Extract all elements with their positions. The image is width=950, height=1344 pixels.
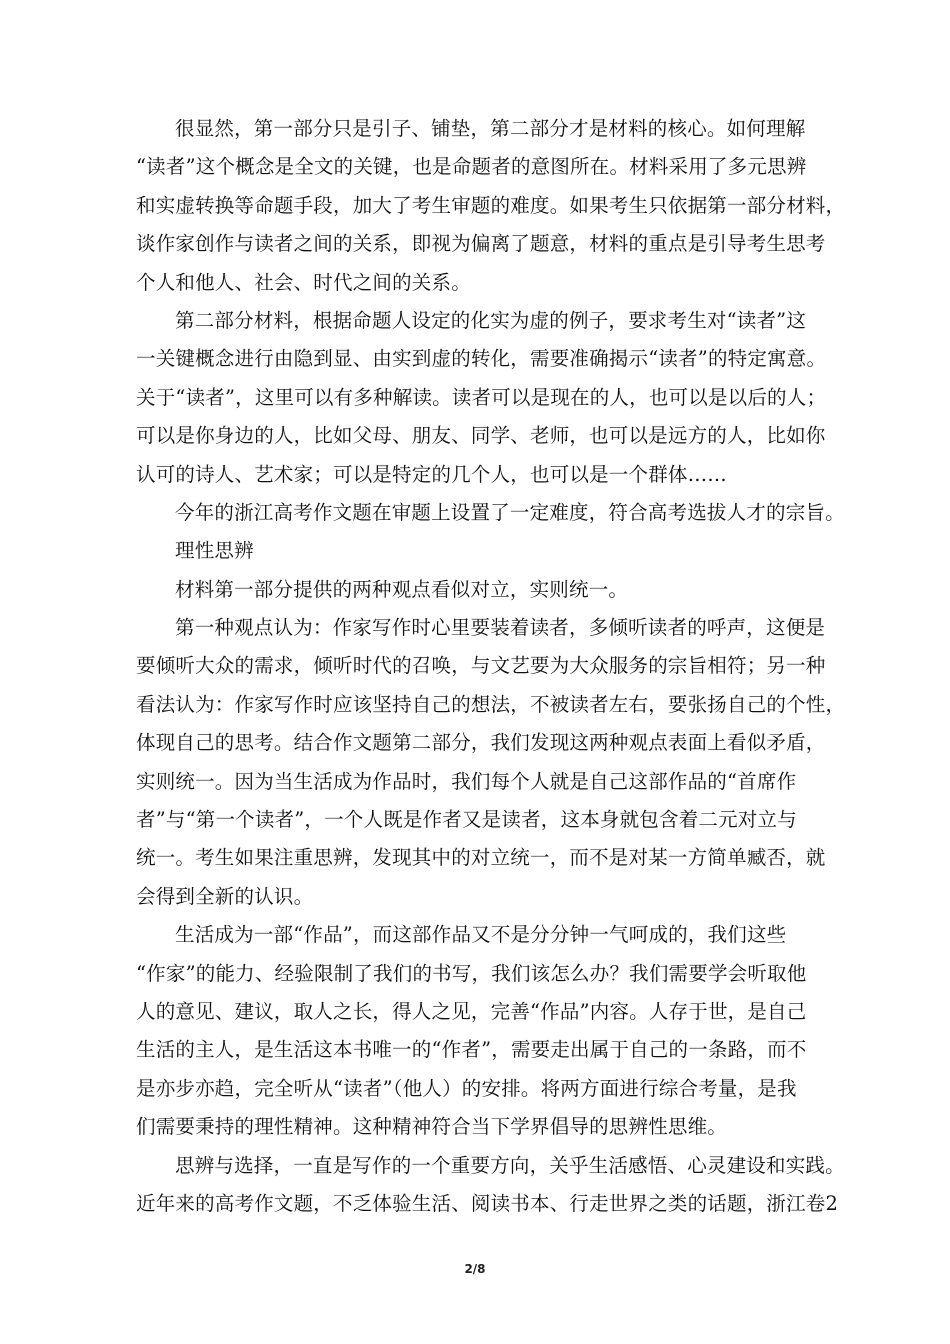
paragraph-line: 统一。考生如果注重思辨，发现其中的对立统一，而不是对某一方简单臧否，就 — [136, 846, 826, 870]
paragraph-line: 们需要秉持的理性精神。这种精神符合当下学界倡导的思辨性思维。 — [136, 1115, 728, 1139]
paragraph-line: 生活的主人，是生活这本书唯一的“作者”，需要走出属于自己的一条路，而不 — [136, 1038, 807, 1062]
paragraph-line: 今年的浙江高考作文题在审题上设置了一定难度，符合高考选拔人才的宗旨。 — [175, 500, 845, 524]
paragraph-line: 很显然，第一部分只是引子、铺垫，第二部分才是材料的核心。如何理解 — [175, 117, 806, 140]
paragraph-line: 可以是你身边的人，比如父母、朋友、同学、老师，也可以是远方的人，比如你 — [136, 424, 826, 448]
page-number: 2/8 — [464, 1262, 486, 1276]
paragraph-line: 谈作家创作与读者之间的关系，即视为偏离了题意，材料的重点是引导考生思考 — [136, 232, 826, 256]
paragraph-line: 生活成为一部“作品”，而这部作品又不是分分钟一气呵成的，我们这些 — [175, 923, 787, 947]
paragraph-line: 一关键概念进行由隐到显、由实到虚的转化，需要准确揭示“读者”的特定寓意。 — [136, 347, 827, 371]
paragraph-line: 会得到全新的认识。 — [136, 884, 314, 908]
paragraph-line: 实则统一。因为当生活成为作品时，我们每个人就是自己这部作品的“首席作 — [136, 769, 797, 793]
paragraph-line: 第一种观点认为：作家写作时心里要装着读者，多倾听读者的呼声，这便是 — [175, 616, 826, 640]
paragraph-line: 材料第一部分提供的两种观点看似对立，实则统一。 — [175, 577, 629, 601]
document-body — [136, 110, 846, 1223]
paragraph-line: 个人和他人、社会、时代之间的关系。 — [136, 270, 471, 294]
section-heading: 理性思辨 — [175, 539, 254, 563]
paragraph-line: 人的意见、建议，取人之长，得人之见，完善“作品”内容。人存于世，是自己 — [136, 999, 807, 1023]
paragraph-line: 是亦步亦趋，完全听从“读者”（他人）的安排。将两方面进行综合考量，是我 — [136, 1076, 797, 1100]
paragraph-line: 看法认为：作家写作时应该坚持自己的想法，不被读者左右，要张扬自己的个性， — [136, 692, 846, 716]
paragraph-line: 要倾听大众的需求，倾听时代的召唤，与文艺要为大众服务的宗旨相符；另一种 — [136, 654, 826, 678]
paragraph-line: “作家”的能力、经验限制了我们的书写，我们该怎么办？我们需要学会听取他 — [136, 961, 807, 985]
paragraph-line: 思辨与选择，一直是写作的一个重要方向，关乎生活感悟、心灵建设和实践。 — [175, 1153, 845, 1177]
paragraph-line: 体现自己的思考。结合作文题第二部分，我们发现这两种观点表面上看似矛盾， — [136, 731, 826, 755]
paragraph-line: 认可的诗人、艺术家；可以是特定的几个人，也可以是一个群体…… — [136, 462, 728, 486]
paragraph-line: 第二部分材料，根据命题人设定的化实为虚的例子，要求考生对“读者”这 — [175, 308, 807, 332]
paragraph-line: “读者”这个概念是全文的关键，也是命题者的意图所在。材料采用了多元思辨 — [136, 155, 807, 179]
paragraph-line: 和实虚转换等命题手段，加大了考生审题的难度。如果考生只依据第一部分材料， — [136, 193, 846, 217]
paragraph-line: 者”与“第一个读者”，一个人既是作者又是读者，这本身就包含着二元对立与 — [136, 808, 797, 832]
paragraph-line: 关于“读者”，这里可以有多种解读。读者可以是现在的人，也可以是以后的人； — [136, 385, 827, 409]
paragraph-line: 近年来的高考作文题，不乏体验生活、阅读书本、行走世界之类的话题，浙江卷2 — [136, 1191, 839, 1215]
